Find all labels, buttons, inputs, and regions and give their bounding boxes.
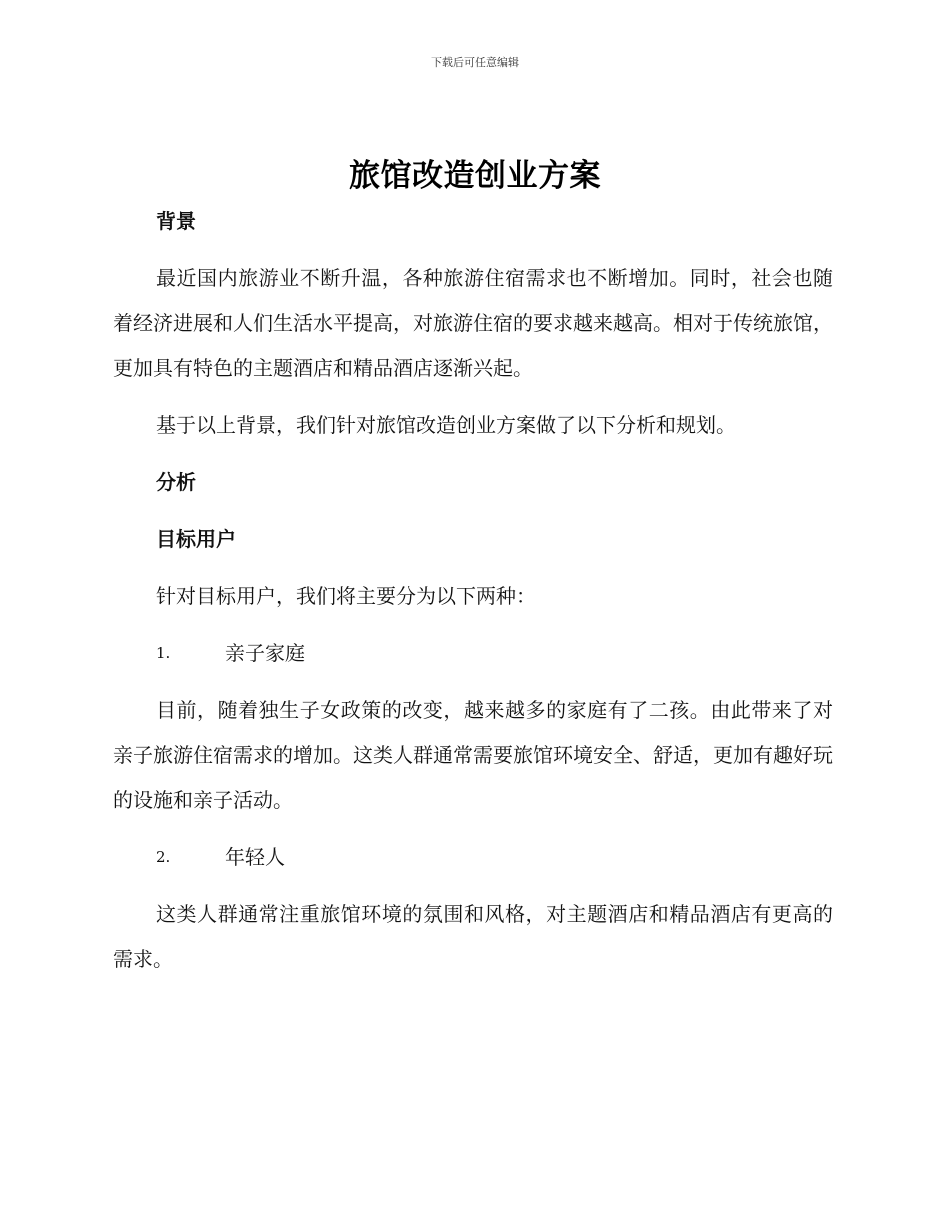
paragraph-young-people: 这类人群通常注重旅馆环境的氛围和风格，对主题酒店和精品酒店有更高的需求。 [113,902,833,971]
list-number: 1. [156,644,171,662]
list-item-young-people [113,835,833,880]
document-body [113,199,833,994]
list-number: 2. [156,848,171,866]
paragraph-intro-plan: 基于以上背景，我们针对旅馆改造创业方案做了以下分析和规划。 [156,413,736,437]
page-header-note: 下载后可任意编辑 [431,56,519,69]
paragraph-background: 最近国内旅游业不断升温，各种旅游住宿需求也不断增加。同时，社会也随着经济进展和人们生活水平提高，对旅游住宿的要求越来越高。相对于传统旅馆，更加具有特色的主题酒店和精品酒店逐渐兴起。 [113,266,833,380]
heading-target-users: 目标用户 [156,527,236,551]
paragraph-target-users: 针对目标用户，我们将主要分为以下两种： [156,584,536,608]
heading-analysis: 分析 [156,470,196,494]
list-item-family [113,631,833,676]
heading-background: 背景 [156,209,196,233]
document-title: 旅馆改造创业方案 [349,158,601,194]
list-item-label: 亲子家庭 [225,641,305,665]
paragraph-family: 目前，随着独生子女政策的改变，越来越多的家庭有了二孩。由此带来了对亲子旅游住宿需求的增加。这类人群通常需要旅馆环境安全、舒适，更加有趣好玩的设施和亲子活动。 [113,698,833,812]
list-item-label: 年轻人 [225,845,285,869]
